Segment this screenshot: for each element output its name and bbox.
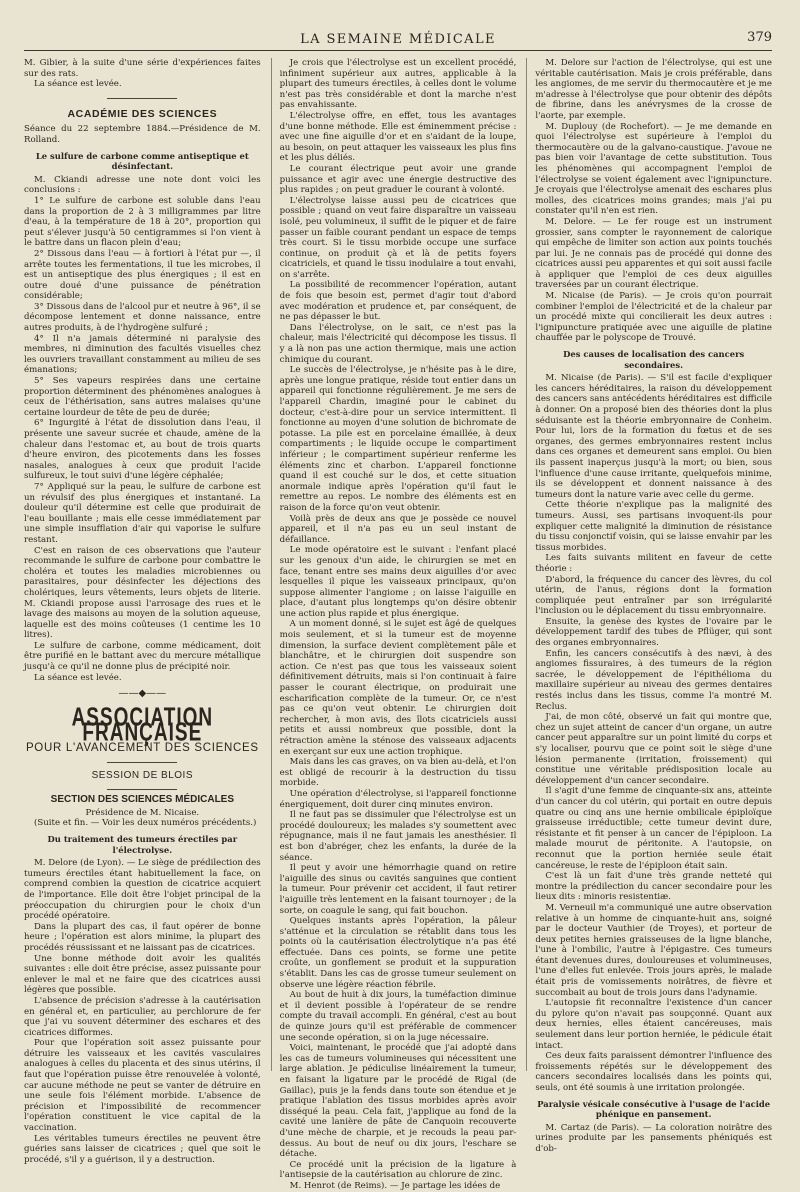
paragraph: Pour que l'opération soit assez puissante pour détruire les vaisseaux et les cavités vasculaires analogues à celles du placenta et des sinus utérins, il faut que l'opération puisse être renouvelée à volonté, car aucune méthode ne peut se vanter de détruire en une seule fois l'élément morbide. L'absence de précision et l'impossibilité de recommencer l'opération constituent le vice capital de la vaccination. <box>24 1038 261 1134</box>
article-body <box>535 58 772 344</box>
intro-text: M. Gibier, à la suite d'une série d'expériences faites sur des rats. <box>24 58 261 79</box>
paragraph: Les faits suivants militent en faveur de cette théorie : <box>535 553 773 574</box>
paragraph: M. Nicaise (de Paris). — Je crois qu'on pourrait combiner l'emploi de l'électricité et de la chaleur par un procédé mixte qui concilierait les deux autres : l'ignipuncture pratiquée avec une aiguille de platine chauffée par le polyscope de Trouvé. <box>535 291 773 344</box>
divider <box>107 98 177 99</box>
paragraph: L'électrolyse laisse aussi peu de cicatrices que possible ; quand on veut faire disparaître un vaisseau isolé, peu volumineux, il suffit de le piquer et de faire passer un faible courant pendant un espace de temps très court. Si le tissu morbide occupe une surface continue, on produit çà et là de petits foyers cicatriciels, et quand le tissu inodulaire a tout envahi, on s'arrête. <box>279 195 517 280</box>
paragraph: Le courant électrique peut avoir une grande puissance et agir avec une énergie destructive des plus rapides ; on peut graduer le courant à volonté. <box>279 163 517 196</box>
paragraph: M. Duplouy (de Rochefort). — Je me demande en quoi l'électrolyse est supérieure à l'emploi du thermocautère ou de la galvano-caustique. J'avoue ne pas bien voir l'avantage de cette substitution. Tous les phénomènes qui accompagnent l'emploi de l'électrolyse se voient également avec l'ignipuncture. Je croyais que l'électrolyse amenait des eschares plus molles, des cicatrices moins grandes; mais j'ai pu constater qu'il n'en est rien. <box>535 121 773 217</box>
divider <box>107 762 177 763</box>
closing-line: La séance est levée. <box>34 79 122 90</box>
article-body <box>24 858 261 1165</box>
article-body <box>24 175 261 673</box>
paragraph: 1° Le sulfure de carbone est soluble dans l'eau dans la proportion de 2 à 3 milligrammes par litre d'eau, à la température de 18 à 20°, proportion qui peut s'élever jusqu'à 50 centigrammes si l'on vient à le battre dans un flacon plein d'eau; <box>24 195 261 249</box>
ornament-divider: ——◆—— <box>118 688 167 700</box>
article-subhead: Le sulfure de carbone comme antiseptique et désinfectant. <box>35 150 249 172</box>
paragraph: M. Henrot (de Reims). — Je partage les idées de <box>289 1180 501 1191</box>
paragraph: Ces deux faits paraissent démontrer l'influence des froissements répétés sur le développement des cancers secondaires localisés dans les points qui, seuls, ont été soumis à une irritation prolongée. <box>535 1051 773 1093</box>
paragraph: Ensuite, la genèse des kystes de l'ovaire par le développement tardif des tubes de Pflüger, qui sont des organes embryonnaires. <box>535 616 773 649</box>
paragraph: Dans l'électrolyse, on le sait, ce n'est pas la chaleur, mais l'électricité qui décompose les tissus. Il y a là non pas une action thermique, mais une action chimique du courant. <box>279 322 517 365</box>
column-3 <box>526 58 773 1154</box>
paragraph: M. Nicaise (de Paris). — S'il est facile d'expliquer les cancers héréditaires, la raison du développement des cancers sans antécédents héréditaires est difficile à donner. On a proposé bien des théories dont la plus séduisante est la théorie embryonnaire de Conheim. Pour lui, lors de la formation du fœtus et de ses organes, des germes embryonnaires restent inclus dans ces organes et demeurent sans emploi. Ou bien ils passent inaperçus jusqu'à la mort; ou bien, sous l'influence d'une cause irritante, quelquefois minime, ils se développent et donnent naissance à des tumeurs dont la nature varie avec celle du germe. <box>535 373 773 500</box>
paragraph: Les véritables tumeurs érectiles ne peuvent être guéries sans laisser de cicatrices ; quel que soit le procédé, s'il y a guérison, il y a destruction. <box>24 1133 261 1165</box>
paragraph: Voilà près de deux ans que je possède ce nouvel appareil, et il n'a pas eu un seul instant de défaillance. <box>279 513 517 545</box>
paragraph: C'est là un fait d'une très grande netteté qui montre la prédilection du cancer secondaire pour les lieux dits : minoris resistentiæ. <box>535 871 773 903</box>
paragraph: Le succès de l'électrolyse, je n'hésite pas à le dire, après une longue pratique, réside tout entier dans un appareil qui fonctionne régulièrement. Je me sers de l'appareil Chardin, imaginé pour le cabinet du docteur, c'est-à-dire pour un service intermittent. Il fonctionne au moyen d'une solution de bichromate de potasse. La pile est en porcelaine émaillée, à deux compartiments ; le liquide occupe le compartiment inférieur ; le compartiment supérieur renferme les éléments zinc et charbon. L'appareil fonctionne quand il est couché sur le dos, et cette situation anormale indique après l'opération qu'il faut le remettre au repos. Le nombre des éléments est en raison de la force qu'on veut obtenir. <box>279 365 517 513</box>
sitting-line: Séance du 22 septembre 1884.—Présidence de M. Rolland. <box>24 124 261 145</box>
paragraph: Voici, maintenant, le procédé que j'ai adopté dans les cas de tumeurs volumineuses qui nécessitent une large ablation. Je pédiculise linéairement la tumeur, en faisant la ligature par le procédé de Rigal (de Gaillac), puis je la fends dans toute son étendue et je pratique l'ablation des tissus morbides après avoir disséqué la peau. Cela fait, j'applique au fond de la cavité une lanière de pâte de Canquoin recouverte d'une mèche de charpie, et je recouds la peau par-dessus. Au bout de neuf ou dix jours, l'eschare se détache. <box>279 1043 517 1160</box>
article-subhead: Du traitement des tumeurs érectiles par l'électrolyse. <box>47 834 238 855</box>
paragraph: Le mode opératoire est le suivant : l'enfant placé sur les genoux d'un aide, le chirurgien se met en face, tenant entre ses mains deux aiguilles d'or avec lesquelles il pique les vaisseaux principaux, qu'on suppose alimenter l'angiome ; on laisse l'aiguille en place, d'autant plus longtemps qu'on désire obtenir une action plus rapide et plus énergique. <box>279 545 517 619</box>
paragraph: Ce procédé unit la précision de la ligature à l'antisepsie de la cautérisation au chlorure de zinc. <box>279 1159 517 1181</box>
page-header <box>24 30 772 51</box>
paragraph: Mais dans les cas graves, on va bien au-delà, et l'on est obligé de recourir à la destruction du tissu morbide. <box>279 757 517 789</box>
article-subhead: Paralysie vésicale consécutive à l'usage de l'acide phénique en pansement. <box>537 1098 771 1120</box>
page-number: 379 <box>747 30 772 45</box>
paragraph: 6° Ingurgité à l'état de dissolution dans l'eau, il présente une saveur sucrée et chaude, amène de la chaleur dans l'estomac et, au bout de trois quarts d'heure environ, des picotements dans les fosses nasales, analogues à ceux que produit l'acide sulfureux, le tout suivi d'une légère céphalée; <box>24 418 261 482</box>
paragraph: Une bonne méthode doit avoir les qualités suivantes : elle doit être précise, assez puissante pour enlever le mal et ne faire que des cicatrices aussi légères que possible. <box>24 953 261 996</box>
paragraph: 5° Ses vapeurs respirées dans une certaine proportion déterminent des phénomènes analogues à ceux de l'éthérisation, sans autres malaises qu'une certaine lourdeur de tête de peu de durée; <box>24 376 261 418</box>
closing-line: La séance est levée. <box>34 672 122 683</box>
section-title: SECTION DES SCIENCES MÉDICALES <box>50 794 235 806</box>
article-body <box>535 373 772 1093</box>
paragraph: Il s'agit d'une femme de cinquante-six ans, atteinte d'un cancer du col utérin, qui portait en outre depuis quatre ou cinq ans une hernie ombilicale épiploïque graisseuse irréductible; cette tumeur devint dure, résistante et fit penser à un cancer de l'épiploon. La malade mourut de péritonite. A l'autopsie, on reconnut que la portion herniée seule était cancéreuse, le reste de l'épiploon était sain. <box>535 786 773 871</box>
paragraph: Enfin, les cancers consécutifs à des nævi, à des angiomes fissuraires, à des tumeurs de la région sacrée, le développement de l'épithélioma du maxillaire supérieur au niveau des germes dentaires restés inclus dans les tissus, comme l'a montré M. Reclus. <box>535 648 773 712</box>
paragraph: 2° Dissous dans l'eau — à fortiori à l'état pur —, il arrête toutes les fermentations, il tue les microbes, il est un antiseptique des plus énergiques ; il est en outre doué d'une puissance de pénétration considérable; <box>24 248 261 302</box>
association-subtitle: POUR L'AVANCEMENT DES SCIENCES <box>25 742 259 755</box>
suite-line: (Suite et fin. — Voir les deux numéros précédents.) <box>34 818 257 829</box>
paragraph: J'ai, de mon côté, observé un fait qui montre que, chez un sujet atteint de cancer d'un organe, un autre cancer peut apparaître sur un point limité du corps et s'y localiser, pourvu que ce point soit le siège d'une lésion permanente (irritation, froissement) qui constitue une véritable prédisposition locale au développement d'un cancer secondaire. <box>535 712 773 786</box>
paragraph: Une opération d'électrolyse, si l'appareil fonctionne énergiquement, doit durer cinq minutes environ. <box>279 788 517 810</box>
association-title: ASSOCIATION FRANÇAISE <box>71 703 214 747</box>
paragraph: Je crois que l'électrolyse est un excellent procédé, infiniment supérieur aux autres, applicable à la plupart des tumeurs érectiles, à celles dont le volume n'est pas très considérable et dont la marche n'est pas envahissante. <box>279 58 517 111</box>
article-body <box>280 58 517 1192</box>
session-title: SESSION DE BLOIS <box>91 769 194 781</box>
paragraph: Cette théorie n'explique pas la malignité des tumeurs. Aussi, ses partisans invoquent-ils pour expliquer cette malignité la diminution de résistance du tissu conjonctif voisin, qui se laisse envahir par les tissus morbides. <box>535 500 773 553</box>
paragraph: M. Cartaz (de Paris). — La coloration noirâtre des urines produite par les pansements phéniqués est d'ob- <box>535 1122 773 1154</box>
columns <box>24 58 773 1191</box>
presidence-line: Présidence de M. Nicaise. <box>85 807 200 818</box>
paragraph: Au bout de huit à dix jours, la tuméfaction diminue et il devient possible à l'opérateur de se rendre compte du travail accompli. En général, c'est au bout de quinze jours qu'il est préférable de commencer une seconde opération, si on la juge nécessaire. <box>279 990 517 1043</box>
paragraph: 7° Appliqué sur la peau, le sulfure de carbone est un révulsif des plus énergiques et instantané. La douleur qu'il détermine est celle que produirait de l'eau bouillante ; mais elle cesse immédiatement par une simple insufflation d'air qui vaporise le sulfure restant. <box>24 481 261 545</box>
article-subhead: Des causes de localisation des cancers secondaires. <box>563 349 745 370</box>
paragraph: L'autopsie fit reconnaître l'existence d'un cancer du pylore qu'on n'avait pas soupçonné. Quant aux deux hernies, elles étaient cancéreuses, mais seulement dans leur portion herniée, le pédicule était intact. <box>535 998 773 1051</box>
divider <box>107 789 177 790</box>
paragraph: L'électrolyse offre, en effet, tous les avantages d'une bonne méthode. Elle est éminemment précise : avec une fine aiguille d'or et en s'aidant de la loupe, au besoin, on peut attaquer les vaisseaux les plus fins et les plus déliés. <box>279 110 517 164</box>
paragraph: M. Verneuil m'a communiqué une autre observation relative à un homme de cinquante-huit ans, soigné par le docteur Vauthier (de Troyes), et porteur de deux petites hernies graisseuses de la ligne blanche, l'une à l'ombilic, l'autre à l'épigastre. Ces tumeurs étant devenues dures, douloureuses et volumineuses, l'une d'elles fut enlevée. Trois jours après, le malade était pris de vomissements noirâtres, de fièvre et succombait au bout de trois jours dans l'adynamie. <box>535 902 773 998</box>
paragraph: 4° Il n'a jamais déterminé ni paralysie des membres, ni diminution des facultés visuelles chez les ouvriers travaillant constamment au milieu de ses émanations; <box>24 333 261 376</box>
paragraph: A un moment donné, si le sujet est âgé de quelques mois seulement, et si la tumeur est de moyenne dimension, la surface devient complètement pâle et blanchâtre, et le chirurgien doit suspendre son action. Ce n'est pas que tous les vaisseaux soient définitivement détruits, mais si l'on continuait à faire passer le courant électrique, on produirait une escharification complète de la tumeur. Or, ce n'est pas ce qu'on veut obtenir. Le chirurgien doit rechercher, à mon avis, des îlots cicatriciels aussi petits et aussi nombreux que possible, dont la rétraction amène la sténose des vaisseaux adjacents en exerçant sur eux une action trophique. <box>279 619 517 757</box>
paragraph: Le sulfure de carbone, comme médicament, doit être purifié en le battant avec du mercure métallique jusqu'à ce qu'il ne donne plus de précipité noir. <box>24 640 261 673</box>
paragraph: D'abord, la fréquence du cancer des lèvres, du col utérin, de l'anus, régions dont la formation compliquée peut entraîner par son irrégularité l'inclusion ou le déplacement du tissu embryonnaire. <box>535 574 773 617</box>
paragraph: C'est en raison de ces observations que l'auteur recommande le sulfure de carbone pour combattre le choléra et toutes les maladies microbiennes ou parasitaires, pour désinfecter les déjections des cholériques, leurs vêtements, leurs objets de literie. M. Ckiandi propose aussi l'arrosage des rues et le lavage des maisons au moyen de la solution aqueuse, laquelle est des moins coûteuses (1 centime les 10 litres). <box>24 545 261 641</box>
paragraph: Dans la plupart des cas, il faut opérer de bonne heure ; l'opération est alors minime, la plupart des procédés réussissant et ne laissant pas de cicatrices. <box>24 921 261 953</box>
paragraph: Il ne faut pas se dissimuler que l'électrolyse est un procédé douloureux; les malades s'y soumettent avec répugnance, mais il ne faut jamais les anesthésier. Il est bon d'abréger, chez les enfants, la durée de la séance. <box>279 810 517 863</box>
paragraph: M. Delore. — Le fer rouge est un instrument grossier, sans compter le rayonnement de calorique qui empêche de limiter son action aux points touchés par lui. Je ne connais pas de procédé qui donne des cicatrices aussi peu apparentes et qui soit aussi facile à appliquer que l'emploi de ces deux aiguilles traversées par un courant électrique. <box>535 216 773 291</box>
paragraph: M. Delore sur l'action de l'électrolyse, qui est une véritable cautérisation. Mais je crois préférable, dans les angiomes, de me servir du thermocautère et je me m'adresse à l'électrolyse que pour obtenir des dépôts de fibrine, dans les anévrysmes de la crosse de l'aorte, par exemple. <box>535 58 773 121</box>
column-1 <box>24 58 261 1165</box>
paragraph: La possibilité de recommencer l'opération, autant de fois que besoin est, permet d'agir tout d'abord avec modération et prudence et, par conséquent, de ne pas dépasser le but. <box>279 280 517 323</box>
paragraph: Quelques instants après l'opération, la pâleur s'atténue et la circulation se rétablit dans tous les points où la cautérisation électrolytique n'a pas été effectuée. Dans ces points, se forme une petite croûte, un gonflement se produit et la suppuration s'établit. Dans les cas de grosse tumeur seulement on observe une légère réaction fébrile. <box>279 916 517 990</box>
academy-title: ACADÉMIE DES SCIENCES <box>67 107 218 120</box>
paragraph: Il peut y avoir une hémorrhagie quand on retire l'aiguille des sinus ou cavités sanguines que contient la tumeur. Pour prévenir cet accident, il faut retirer l'aiguille très lentement en la faisant tournoyer ; de la sorte, on coagule le sang, qui fait bouchon. <box>279 863 517 916</box>
column-2 <box>271 58 517 1191</box>
journal-title: LA SEMAINE MÉDICALE <box>300 32 496 47</box>
paragraph: M. Ckiandi adresse une note dont voici les conclusions : <box>24 174 261 196</box>
paragraph: 3° Dissous dans de l'alcool pur et neutre à 96°, il se décompose lentement et donne naissance, entre autres produits, à de l'hydrogène sulfuré ; <box>24 301 261 334</box>
paragraph: M. Delore (de Lyon). — Le siège de prédilection des tumeurs érectiles étant habituellement la face, on comprend combien la question de cicatrice acquiert de l'importance. Elle doit être l'objet principal de la préoccupation du chirurgien pour le choix d'un procédé opératoire. <box>24 858 261 922</box>
paragraph: L'absence de précision s'adresse à la cautérisation en général et, en particulier, au perchlorure de fer que j'ai vu souvent déterminer des eschares et des cicatrices difformes. <box>24 995 261 1038</box>
